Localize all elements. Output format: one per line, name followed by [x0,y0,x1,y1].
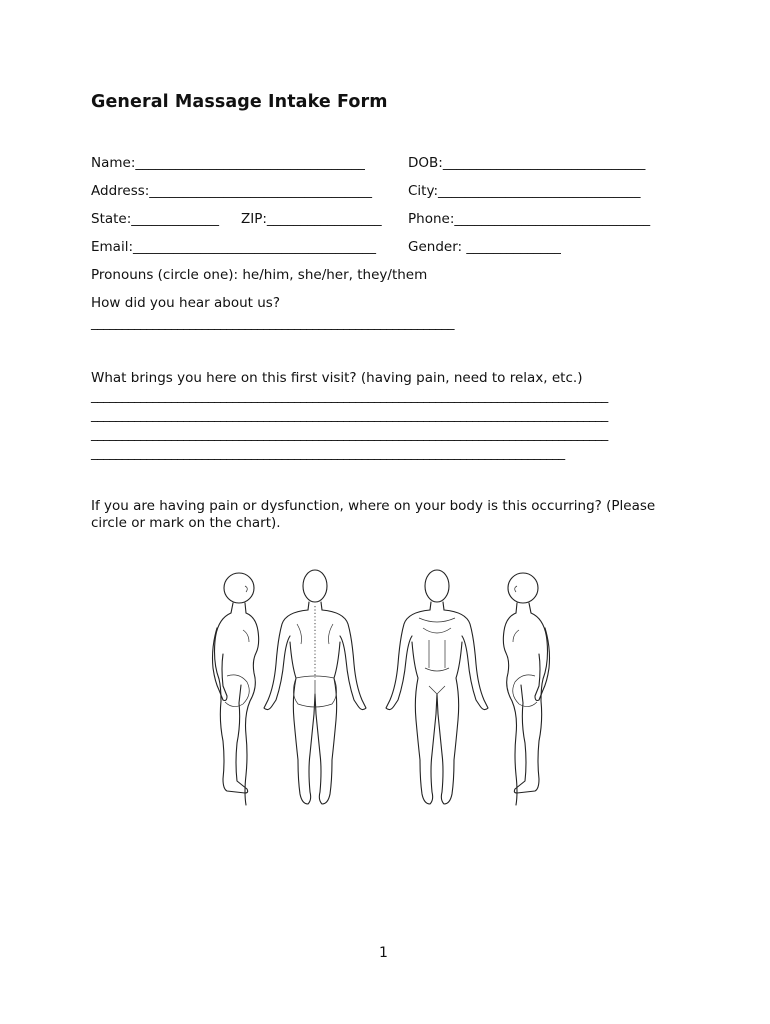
city-field[interactable]: City:______________________________ [408,183,641,199]
visit-answer-line-1[interactable]: ____________________________________________________________________________________ [91,388,608,404]
body-front-figure[interactable] [386,570,488,804]
body-back-figure[interactable] [264,570,366,804]
name-field[interactable]: Name:__________________________________ [91,155,365,171]
pain-question-line-1: If you are having pain or dysfunction, where on your body is this occurring? (Please [91,498,656,514]
state-field[interactable]: State:_____________ [91,211,220,227]
visit-answer-line-3[interactable]: ____________________________________________________________________________________ [91,426,608,442]
phone-field[interactable]: Phone:_____________________________ [408,211,651,227]
address-field[interactable]: Address:_________________________________ [91,183,373,199]
dob-field[interactable]: DOB:______________________________ [408,155,646,171]
visit-answer-line-2[interactable]: ____________________________________________________________________________________ [91,407,608,423]
hear-about-answer-line[interactable]: ___________________________________________________________ [91,315,454,331]
form-title: General Massage Intake Form [91,92,388,112]
page-number: 1 [379,945,388,961]
visit-answer-line-4[interactable]: _____________________________________________________________________________ [91,445,565,461]
email-field[interactable]: Email:____________________________________ [91,239,377,255]
zip-field[interactable]: ZIP:_________________ [241,211,382,227]
body-side-right-figure[interactable] [213,573,259,805]
pain-question-line-2: circle or mark on the chart). [91,515,281,531]
pronouns-question: Pronouns (circle one): he/him, she/her, they/them [91,267,428,283]
body-side-left-figure[interactable] [503,573,549,805]
visit-reason-question: What brings you here on this first visit? (having pain, need to relax, etc.) [91,370,583,386]
gender-field[interactable]: Gender: ______________ [408,239,561,255]
body-chart[interactable] [155,566,585,822]
hear-about-question: How did you hear about us? [91,295,280,311]
